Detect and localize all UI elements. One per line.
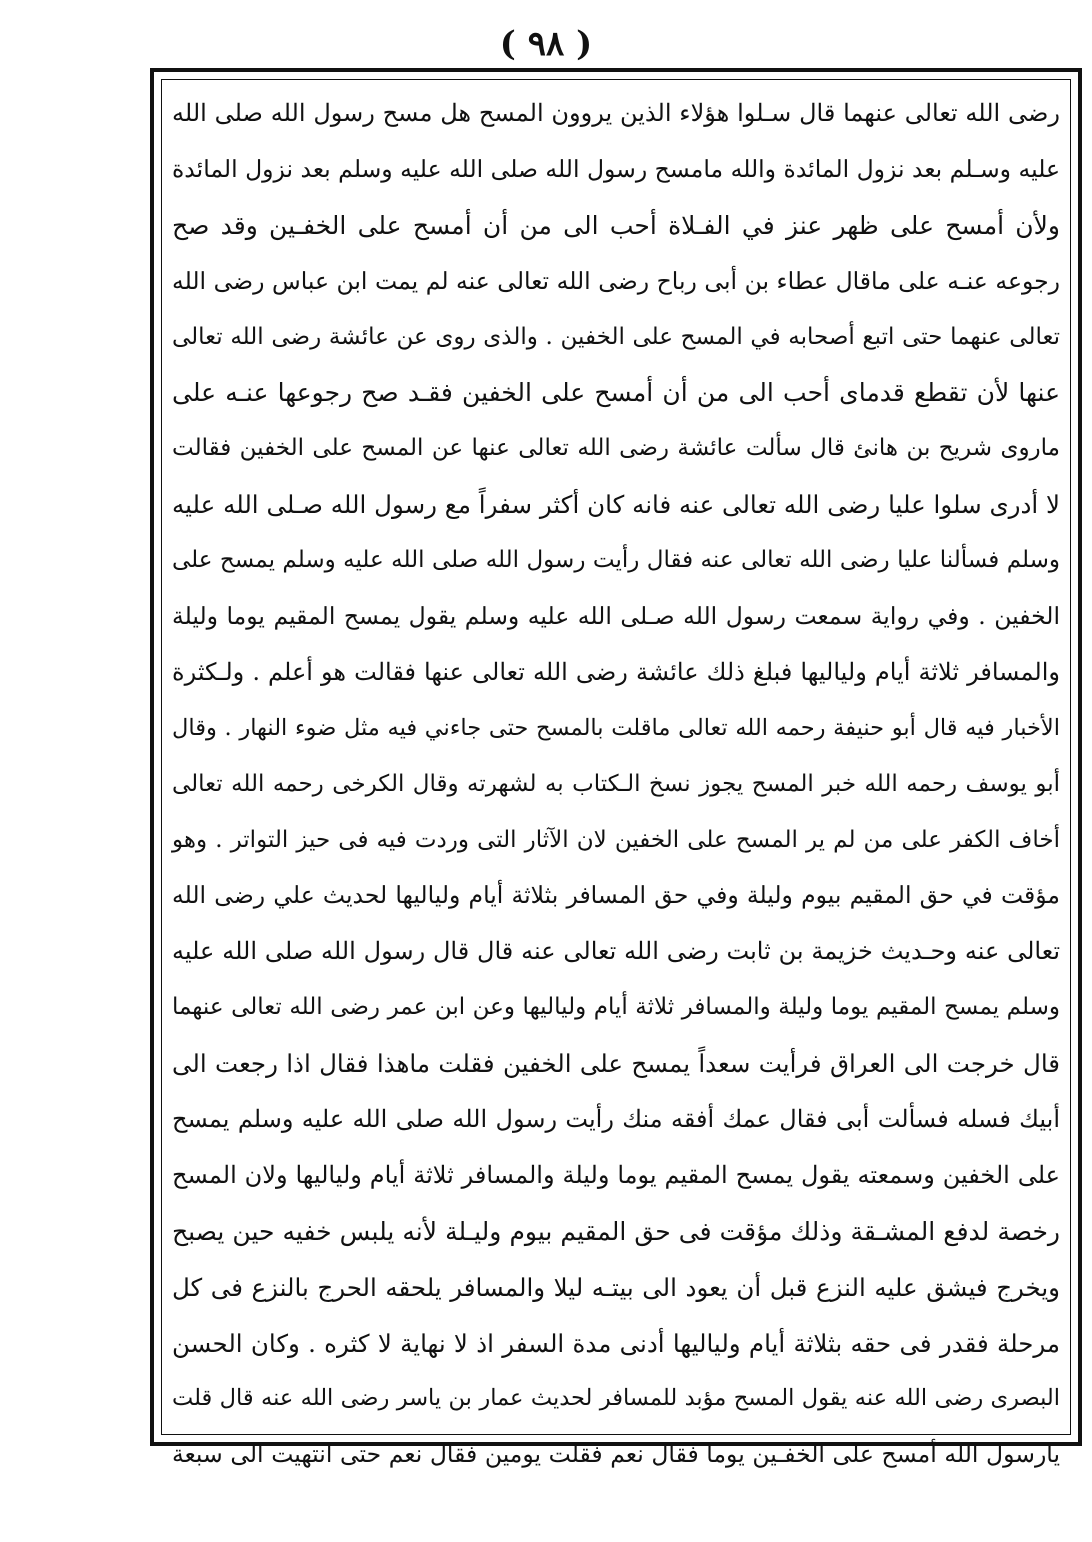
text-line: ولأن أمسح على ظهر عنز في الفـلاة أحب الى من أن أمسح على الخفـين وقد صح	[172, 210, 1060, 240]
text-line: أبو يوسف رحمه الله خبر المسح يجوز نسخ الـكتاب به لشهرته وقال الكرخى رحمه الله تعالى	[172, 770, 1060, 797]
text-line: رضى الله تعالى عنهما قال سـلوا هؤلاء الذين يروون المسح هل مسح رسول الله صلى الله	[172, 99, 1060, 127]
text-body	[172, 86, 1061, 1469]
text-line: رخصة لدفع المشـقة وذلك مؤقت فى حق المقيم بيوم وليـلة لأنه يلبس خفيه حين يصبح	[172, 1216, 1060, 1246]
text-line: على الخفين وسمعته يقول يمسح المقيم يوما وليلة والمسافر ثلاثة أيام ولياليها ولان المسح	[172, 1160, 1060, 1189]
text-line: أبيك فسله فسألت أبى فقال عمك أفقه منك رأيت رسول الله صلى الله عليه وسلم يمسح	[172, 1105, 1061, 1134]
page-number: ( ٩٨ )	[499, 24, 593, 64]
text-line: عنها لأن تقطع قدماى أحب الى من أن أمسح على الخفين فقـد صح رجوعها عنـه على	[172, 378, 1060, 408]
text-line: الأخبار فيه قال أبو حنيفة رحمه الله تعالى ماقلت بالمسح حتى جاءني فيه مثل ضوء النهار . وقال	[172, 714, 1060, 741]
text-line: ماروى شريح بن هانئ قال سألت عائشة رضى الله تعالى عنها عن المسح على الخفين فقالت	[172, 435, 1060, 462]
text-line: رجوعه عنـه على ماقال عطاء بن أبى رباح رضى الله تعالى عنه لم يمت ابن عباس رضى الله	[172, 266, 1060, 295]
text-line: قال خرجت الى العراق فرأيت سعداً يمسح على الخفين فقلت ماهذا فقال اذا رجعت الى	[172, 1049, 1060, 1079]
text-line: مؤقت في حق المقيم بيوم وليلة وفي حق المسافر بثلاثة أيام ولياليها لحديث علي رضى الله	[172, 881, 1060, 910]
text-line: تعالى عنه وحـديث خزيمة بن ثابت رضى الله تعالى عنه قال قال رسول الله صلى الله عليه	[172, 937, 1060, 966]
text-line: تعالى عنهما حتى اتبع أصحابه في المسح على الخفين . والذى روى عن عائشة رضى الله تعالى	[172, 323, 1060, 350]
text-line: وسلم فسألنا عليا رضى الله تعالى عنه فقال رأيت رسول الله صلى الله عليه وسلم يمسح على	[172, 547, 1060, 574]
text-line: ويخرج فيشق عليه النزع قبل أن يعود الى بيتـه ليلا والمسافر يلحقه الحرج بالنزع فى كل	[172, 1272, 1060, 1302]
text-line: والمسافر ثلاثة أيام ولياليها فبلغ ذلك عائشة رضى الله تعالى عنها فقالت هو أعلم . ولـكثرة	[172, 657, 1061, 686]
text-line: لا أدرى سلوا عليا رضى الله تعالى عنه فانه كان أكثر سفراً مع رسول الله صـلى الله عليه	[172, 490, 1060, 520]
text-line: مرحلة فقدر فى حقه بثلاثة أيام ولياليها أدنى مدة السفر اذ لا نهاية لا كثره . وكان الحسن	[172, 1328, 1060, 1358]
text-line: وسلم يمسح المقيم يوما وليلة والمسافر ثلاثة أيام ولياليها وعن ابن عمر رضى الله تعالى عنهما	[172, 994, 1060, 1021]
text-line: يارسول الله أمسح على الخفـين يوما فقال نعم فقلت يومين فقال نعم حتى انتهيت الى سبعة	[172, 1440, 1060, 1469]
text-line: الخفين . وفي رواية سمعت رسول الله صـلى الله عليه وسلم يقول يمسح المقيم يوما وليلة	[172, 602, 1060, 631]
text-line: البصرى رضى الله عنه يقول المسح مؤبد للمسافر لحديث عمار بن ياسر رضى الله عنه قال قلت	[172, 1385, 1060, 1412]
text-line: أخاف الكفر على من لم ير المسح على الخفين لان الآثار التى وردت فيه فى حيز التواتر . وهو	[172, 826, 1060, 853]
text-line: عليه وسـلم بعد نزول المائدة والله مامسح رسول الله صلى الله عليه وسلم بعد نزول المائدة	[172, 154, 1060, 183]
